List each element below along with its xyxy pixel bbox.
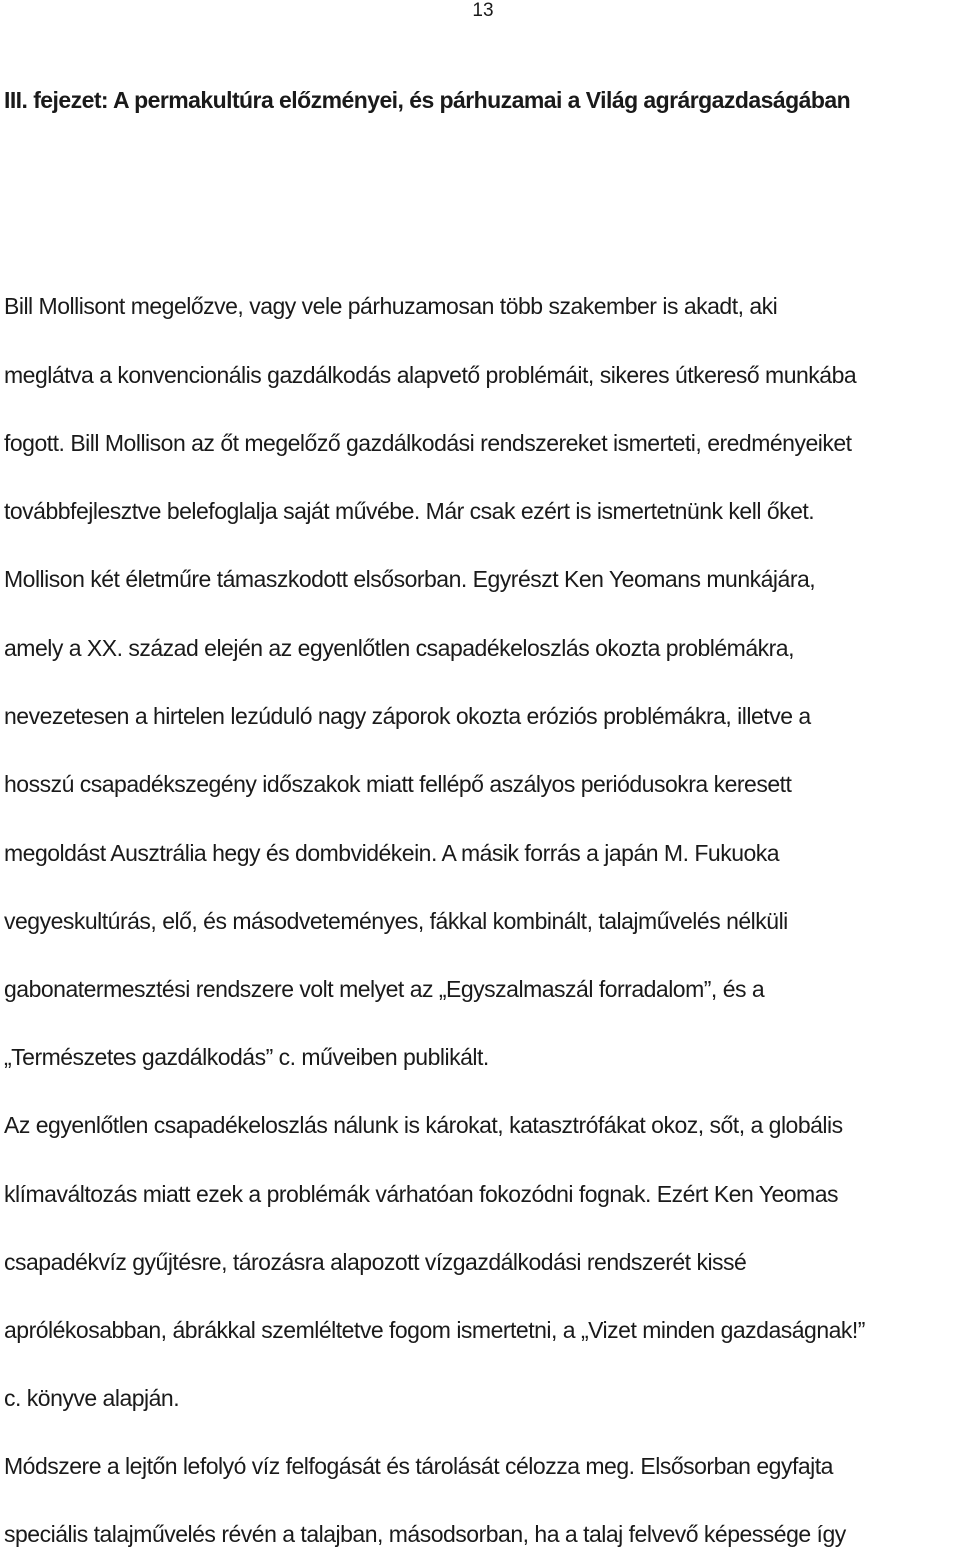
text-line: csapadékvíz gyűjtésre, tározásra alapozott vízgazdálkodási rendszerét kissé <box>4 1249 747 1275</box>
page-number: 13 <box>472 0 494 21</box>
text-line: „Természetes gazdálkodás” c. műveiben publikált. <box>4 1044 489 1070</box>
text-line: fogott. Bill Mollison az őt megelőző gazdálkodási rendszereket ismerteti, eredményeiket <box>4 430 852 456</box>
text-line: Mollison két életműre támaszkodott elsősorban. Egyrészt Ken Yeomans munkájára, <box>4 566 816 592</box>
text-line: vegyeskultúrás, elő, és másodveteményes, fákkal kombinált, talajművelés nélküli <box>4 908 788 934</box>
text-line: c. könyve alapján. <box>4 1385 180 1411</box>
text-line: Módszere a lejtőn lefolyó víz felfogását és tárolását célozza meg. Elsősorban egyfajta <box>4 1453 833 1479</box>
text-line: hosszú csapadékszegény időszakok miatt fellépő aszályos periódusokra keresett <box>4 771 792 797</box>
text-line: meglátva a konvencionális gazdálkodás alapvető problémáit, sikeres útkereső munkába <box>4 362 857 388</box>
text-line: Az egyenlőtlen csapadékeloszlás nálunk is károkat, katasztrófákat okoz, sőt, a globális <box>4 1112 843 1138</box>
text-line: továbbfejlesztve belefoglalja saját művébe. Már csak ezért is ismertetnünk kell őket. <box>4 498 815 524</box>
text-line: megoldást Ausztrália hegy és dombvidékein. A másik forrás a japán M. Fukuoka <box>4 840 780 866</box>
text-line: amely a XX. század elején az egyenlőtlen csapadékeloszlás okozta problémákra, <box>4 635 794 661</box>
text-line: aprólékosabban, ábrákkal szemléltetve fogom ismertetni, a „Vizet minden gazdaságnak!” <box>4 1317 865 1343</box>
chapter-title: III. fejezet: A permakultúra előzményei, és párhuzamai a Világ agrárgazdaságában <box>4 87 851 113</box>
text-line: klímaváltozás miatt ezek a problémák várhatóan fokozódni fognak. Ezért Ken Yeomas <box>4 1181 838 1207</box>
text-line: gabonatermesztési rendszere volt melyet az „Egyszalmaszál forradalom”, és a <box>4 976 765 1002</box>
text-line: speciális talajművelés révén a talajban, másodsorban, ha a talaj felvevő képessége így <box>4 1521 846 1547</box>
text-line: Bill Mollisont megelőzve, vagy vele párhuzamosan több szakember is akadt, aki <box>4 293 778 319</box>
text-line: nevezetesen a hirtelen lezúduló nagy záporok okozta eróziós problémákra, illetve a <box>4 703 811 729</box>
